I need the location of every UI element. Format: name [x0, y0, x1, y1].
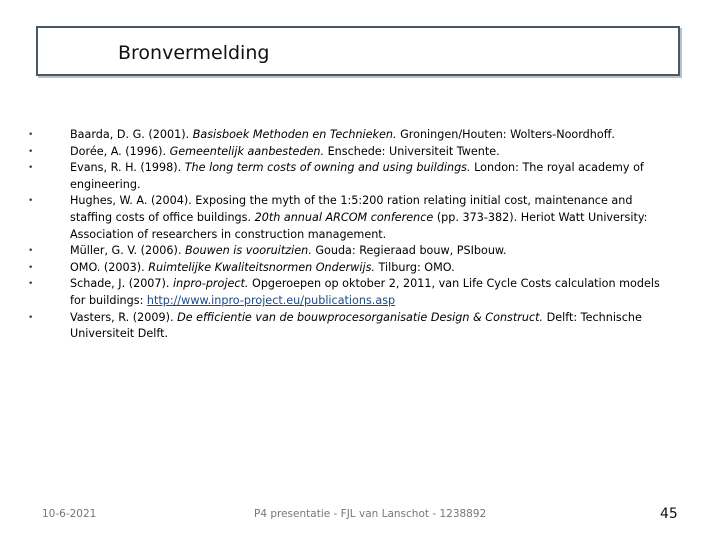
- footer-date: 10-6-2021: [42, 508, 97, 520]
- footer-presentation-info: P4 presentatie - FJL van Lanschot - 1238892: [254, 508, 487, 520]
- reference-text: Müller, G. V. (2006).: [70, 244, 185, 258]
- reference-text: Enschede: Universiteit Twente.: [324, 144, 500, 158]
- reference-item: [28, 310, 668, 343]
- reference-text: Gouda: Regieraad bouw, PSIbouw.: [311, 244, 507, 258]
- reference-list: [28, 127, 668, 343]
- slide-title-box: [36, 26, 680, 76]
- reference-text: OMO. (2003).: [70, 260, 149, 274]
- reference-text: Evans, R. H. (1998).: [70, 161, 185, 175]
- reference-text: Schade, J. (2007).: [70, 277, 174, 291]
- reference-text: (pp. 373-382). Heriot Watt University: Association of researchers in construction management.: [70, 210, 648, 241]
- reference-title: Ruimtelijke Kwaliteitsnormen Onderwijs.: [148, 260, 375, 274]
- reference-title: Gemeentelijk aanbesteden.: [169, 144, 325, 158]
- reference-item: [28, 160, 668, 193]
- bullet-icon: •: [28, 163, 34, 174]
- reference-item: [28, 193, 668, 243]
- reference-item: [28, 144, 668, 161]
- reference-title: De efficientie van de bouwprocesorganisatie Design & Construct.: [177, 310, 544, 324]
- reference-text: Groningen/Houten: Wolters-Noordhoff.: [396, 128, 615, 141]
- reference-text: London: The royal academy of engineering.: [70, 161, 644, 191]
- reference-text: Baarda, D. G. (2001).: [70, 128, 193, 141]
- reference-item: [28, 260, 668, 277]
- bullet-icon: •: [28, 146, 34, 157]
- reference-title: 20th annual ARCOM conference: [254, 210, 434, 224]
- bullet-icon: •: [28, 130, 34, 140]
- reference-title: The long term costs of owning and using buildings.: [184, 161, 471, 175]
- reference-text: Delft: Technische Universiteit Delft.: [70, 310, 642, 341]
- slide-title: Bronvermelding: [118, 42, 270, 64]
- bullet-icon: •: [28, 312, 34, 323]
- reference-title: Bouwen is vooruitzien.: [184, 244, 312, 258]
- reference-text: Vasters, R. (2009).: [70, 310, 178, 324]
- reference-text: Dorée, A. (1996).: [70, 144, 170, 158]
- reference-title: Basisboek Methoden en Technieken.: [192, 128, 397, 141]
- reference-text: Hughes, W. A. (2004). Exposing the myth of the 1:5:200 ration relating initial cost, maintenance and staffing costs of office buildings.: [70, 194, 633, 224]
- page-number: 45: [660, 506, 678, 522]
- reference-link[interactable]: http://www.inpro-project.eu/publications.asp: [146, 293, 396, 307]
- reference-item: [28, 243, 668, 260]
- bullet-icon: •: [28, 246, 34, 257]
- reference-item: [28, 127, 668, 144]
- reference-text: Opgeroepen op oktober 2, 2011, van Life Cycle Costs calculation models for buildings:: [70, 277, 660, 307]
- bullet-icon: •: [28, 196, 34, 207]
- reference-item: [28, 276, 668, 309]
- reference-title: inpro-project.: [173, 277, 249, 291]
- bullet-icon: •: [28, 262, 34, 273]
- bullet-icon: •: [28, 279, 34, 290]
- reference-text: Tilburg: OMO.: [374, 260, 455, 274]
